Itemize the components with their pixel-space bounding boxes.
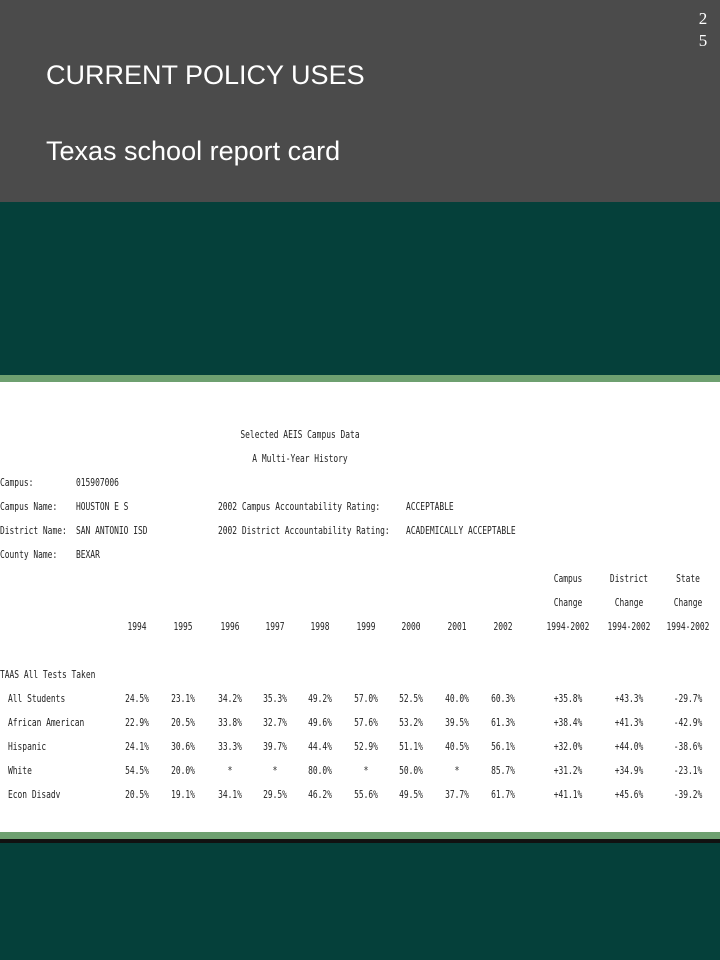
- table-cell: 49.6%: [308, 716, 332, 729]
- slide-title: CURRENT POLICY USES: [46, 60, 365, 90]
- table-cell: *: [272, 764, 278, 777]
- section-label: TAAS All Tests Taken: [0, 668, 96, 681]
- table-cell: 34.2%: [218, 692, 242, 705]
- table-cell: -29.7%: [673, 692, 703, 705]
- change-header-line3: 1994-2002: [607, 620, 651, 633]
- table-cell: 57.6%: [354, 716, 378, 729]
- meta-label-county: County Name:: [0, 548, 58, 561]
- year-header: 2002: [493, 620, 513, 633]
- meta-value-campus-name: HOUSTON E S: [76, 500, 129, 513]
- change-header-line1: District: [609, 572, 649, 585]
- change-header-line3: 1994-2002: [666, 620, 710, 633]
- table-cell: *: [227, 764, 233, 777]
- table-cell: *: [454, 764, 460, 777]
- table-cell: 33.3%: [218, 740, 242, 753]
- change-header-line1: Campus: [553, 572, 583, 585]
- table-cell: 44.4%: [308, 740, 332, 753]
- report-subheading: A Multi-Year History: [252, 452, 348, 465]
- table-cell: 20.5%: [171, 716, 195, 729]
- table-cell: +31.2%: [553, 764, 583, 777]
- report-card-image: [0, 382, 720, 832]
- table-cell: 55.6%: [354, 788, 378, 801]
- table-cell: 49.5%: [399, 788, 423, 801]
- row-label: Econ Disadv: [8, 788, 61, 801]
- table-cell: 80.0%: [308, 764, 332, 777]
- table-cell: +41.1%: [553, 788, 583, 801]
- table-cell: 34.1%: [218, 788, 242, 801]
- meta-value-county: BEXAR: [76, 548, 100, 561]
- row-label: All Students: [8, 692, 66, 705]
- table-cell: 39.7%: [263, 740, 287, 753]
- table-cell: 57.0%: [354, 692, 378, 705]
- report-heading: Selected AEIS Campus Data: [240, 428, 360, 441]
- table-cell: +45.6%: [614, 788, 644, 801]
- table-cell: 53.2%: [399, 716, 423, 729]
- year-header: 1994: [127, 620, 147, 633]
- accent-stripe-bottom: [0, 832, 720, 839]
- change-header-line1: State: [676, 572, 700, 585]
- table-cell: -38.6%: [673, 740, 703, 753]
- table-cell: 24.1%: [125, 740, 149, 753]
- meta-label-district: District Name:: [0, 524, 67, 537]
- meta-label-campus: Campus:: [0, 476, 34, 489]
- table-cell: 85.7%: [491, 764, 515, 777]
- table-cell: 23.1%: [171, 692, 195, 705]
- row-label: White: [8, 764, 32, 777]
- table-cell: +41.3%: [614, 716, 644, 729]
- table-cell: 20.5%: [125, 788, 149, 801]
- meta-value-campus: 015907006: [76, 476, 119, 489]
- table-cell: 40.5%: [445, 740, 469, 753]
- table-cell: -42.9%: [673, 716, 703, 729]
- table-cell: +38.4%: [553, 716, 583, 729]
- year-header: 2000: [401, 620, 421, 633]
- table-cell: 51.1%: [399, 740, 423, 753]
- table-cell: 61.7%: [491, 788, 515, 801]
- slide-subtitle: Texas school report card: [46, 136, 341, 166]
- table-cell: +44.0%: [614, 740, 644, 753]
- year-header: 1999: [356, 620, 376, 633]
- table-cell: -39.2%: [673, 788, 703, 801]
- meta-value-district: SAN ANTONIO ISD: [76, 524, 148, 537]
- table-cell: 30.6%: [171, 740, 195, 753]
- table-cell: 29.5%: [263, 788, 287, 801]
- year-header: 1998: [310, 620, 330, 633]
- dark-band: [0, 202, 720, 375]
- table-cell: +32.0%: [553, 740, 583, 753]
- year-header: 1996: [220, 620, 240, 633]
- campus-rating-label: 2002 Campus Accountability Rating:: [218, 500, 381, 513]
- table-cell: +34.9%: [614, 764, 644, 777]
- table-cell: 60.3%: [491, 692, 515, 705]
- row-label: African American: [8, 716, 85, 729]
- table-cell: 49.2%: [308, 692, 332, 705]
- meta-label-campus-name: Campus Name:: [0, 500, 58, 513]
- district-rating-value: ACADEMICALLY ACCEPTABLE: [406, 524, 516, 537]
- change-header-line2: Change: [553, 596, 583, 609]
- table-cell: 19.1%: [171, 788, 195, 801]
- row-label: Hispanic: [8, 740, 47, 753]
- district-rating-label: 2002 District Accountability Rating:: [218, 524, 390, 537]
- change-header-line2: Change: [614, 596, 644, 609]
- table-cell: 39.5%: [445, 716, 469, 729]
- table-cell: +43.3%: [614, 692, 644, 705]
- page-number: 25: [698, 9, 708, 50]
- table-cell: 22.9%: [125, 716, 149, 729]
- table-cell: +35.8%: [553, 692, 583, 705]
- table-cell: 37.7%: [445, 788, 469, 801]
- table-cell: 35.3%: [263, 692, 287, 705]
- table-cell: 40.0%: [445, 692, 469, 705]
- table-cell: 20.0%: [171, 764, 195, 777]
- year-header: 1995: [173, 620, 193, 633]
- table-cell: 50.0%: [399, 764, 423, 777]
- table-cell: 52.5%: [399, 692, 423, 705]
- change-header-line3: 1994-2002: [546, 620, 590, 633]
- year-header: 2001: [447, 620, 467, 633]
- table-cell: *: [363, 764, 369, 777]
- table-cell: 33.8%: [218, 716, 242, 729]
- divider-line: [0, 839, 720, 843]
- table-cell: 61.3%: [491, 716, 515, 729]
- table-cell: 52.9%: [354, 740, 378, 753]
- table-cell: -23.1%: [673, 764, 703, 777]
- table-cell: 32.7%: [263, 716, 287, 729]
- table-cell: 54.5%: [125, 764, 149, 777]
- accent-stripe-top: [0, 375, 720, 382]
- table-cell: 56.1%: [491, 740, 515, 753]
- table-cell: 46.2%: [308, 788, 332, 801]
- slide-header: [0, 0, 720, 202]
- change-header-line2: Change: [673, 596, 703, 609]
- campus-rating-value: ACCEPTABLE: [406, 500, 454, 513]
- table-cell: 24.5%: [125, 692, 149, 705]
- year-header: 1997: [265, 620, 285, 633]
